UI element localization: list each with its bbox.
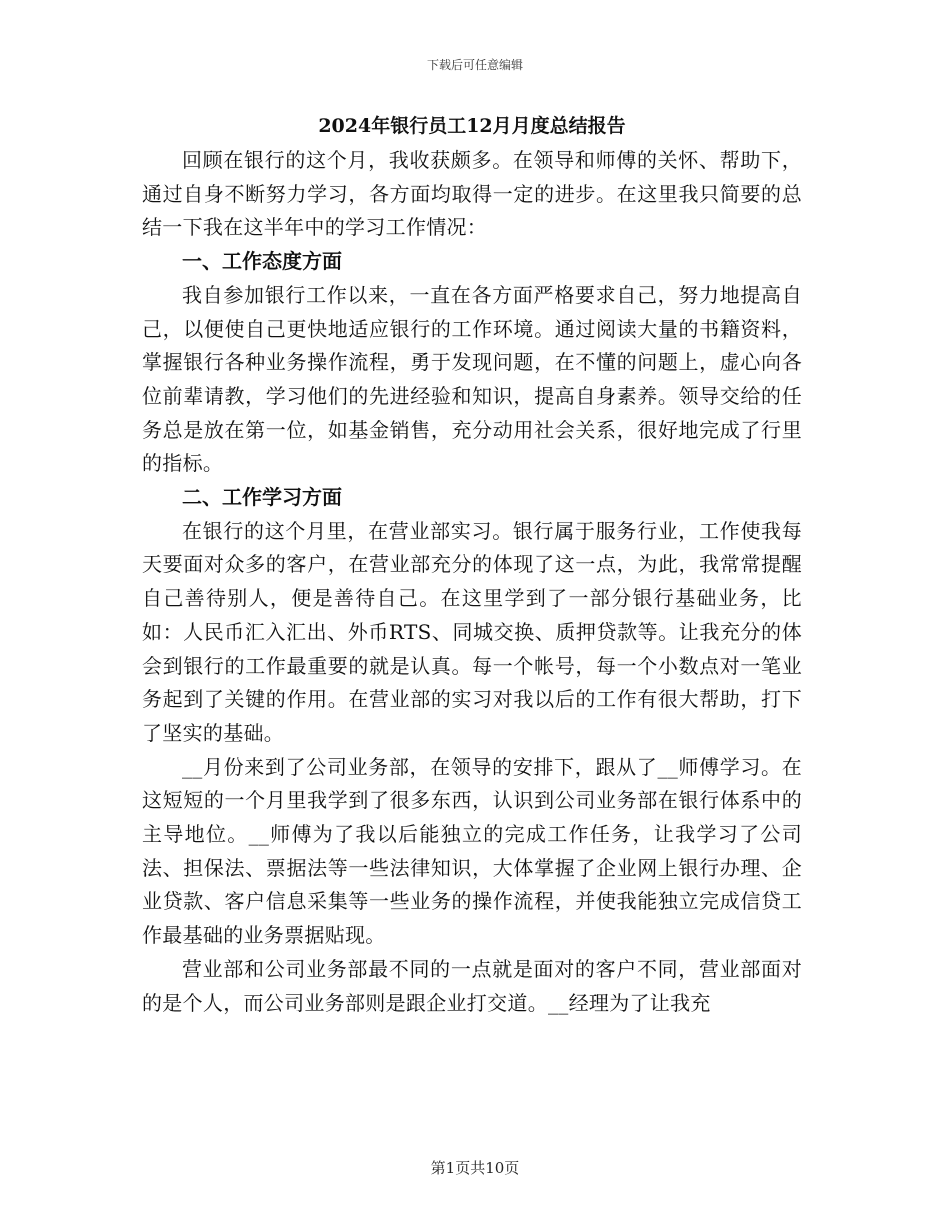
header-note: 下载后可任意编辑 (426, 58, 523, 72)
paragraph: 营业部和公司业务部最不同的一点就是面对的客户不同，营业部面对的是个人，而公司业务部则是跟企业打交道。__经理为了让我充 (142, 956, 802, 1015)
paragraph: 在银行的这个月里，在营业部实习。银行属于服务行业，工作使我每天要面对众多的客户，在营业部充分的体现了这一点，为此，我常常提醒自己善待别人，便是善待自己。在这里学到了一部分银行基础业务，比如：人民币汇入汇出、外币RTS、同城交换、质押贷款等。让我充分的体会到银行的工作最重要的就是认真。每一个帐号，每一个小数点对一笔业务起到了关键的作用。在营业部的实习对我以后的工作有很大帮助，打下了坚实的基础。 (142, 518, 802, 745)
page-footer: 第1页共10页 (430, 1159, 520, 1177)
paragraph: 我自参加银行工作以来，一直在各方面严格要求自己，努力地提高自己，以便使自己更快地适应银行的工作环境。通过阅读大量的书籍资料，掌握银行各种业务操作流程，勇于发现问题，在不懂的问题上，虚心向各位前辈请教，学习他们的先进经验和知识，提高自身素养。领导交给的任务总是放在第一位，如基金销售，充分动用社会关系，很好地完成了行里的指标。 (142, 282, 802, 476)
document-title: 2024年银行员工12月月度总结报告 (318, 115, 626, 137)
document-body (142, 112, 802, 1020)
paragraph: 回顾在银行的这个月，我收获颇多。在领导和师傅的关怀、帮助下，通过自身不断努力学习，各方面均取得一定的进步。在这里我只简要的总结一下我在这半年中的学习工作情况： (142, 148, 802, 240)
paragraph: __月份来到了公司业务部，在领导的安排下，跟从了__师傅学习。在这短短的一个月里我学到了很多东西，认识到公司业务部在银行体系中的主导地位。__师傅为了我以后能独立的完成工作任务，让我学习了公司法、担保法、票据法等一些法律知识，大体掌握了企业网上银行办理、企业贷款、客户信息采集等一些业务的操作流程，并使我能独立完成信贷工作最基础的业务票据贴现。 (142, 754, 802, 948)
section-heading: 一、工作态度方面 (182, 249, 342, 274)
section-heading: 二、工作学习方面 (182, 485, 342, 510)
